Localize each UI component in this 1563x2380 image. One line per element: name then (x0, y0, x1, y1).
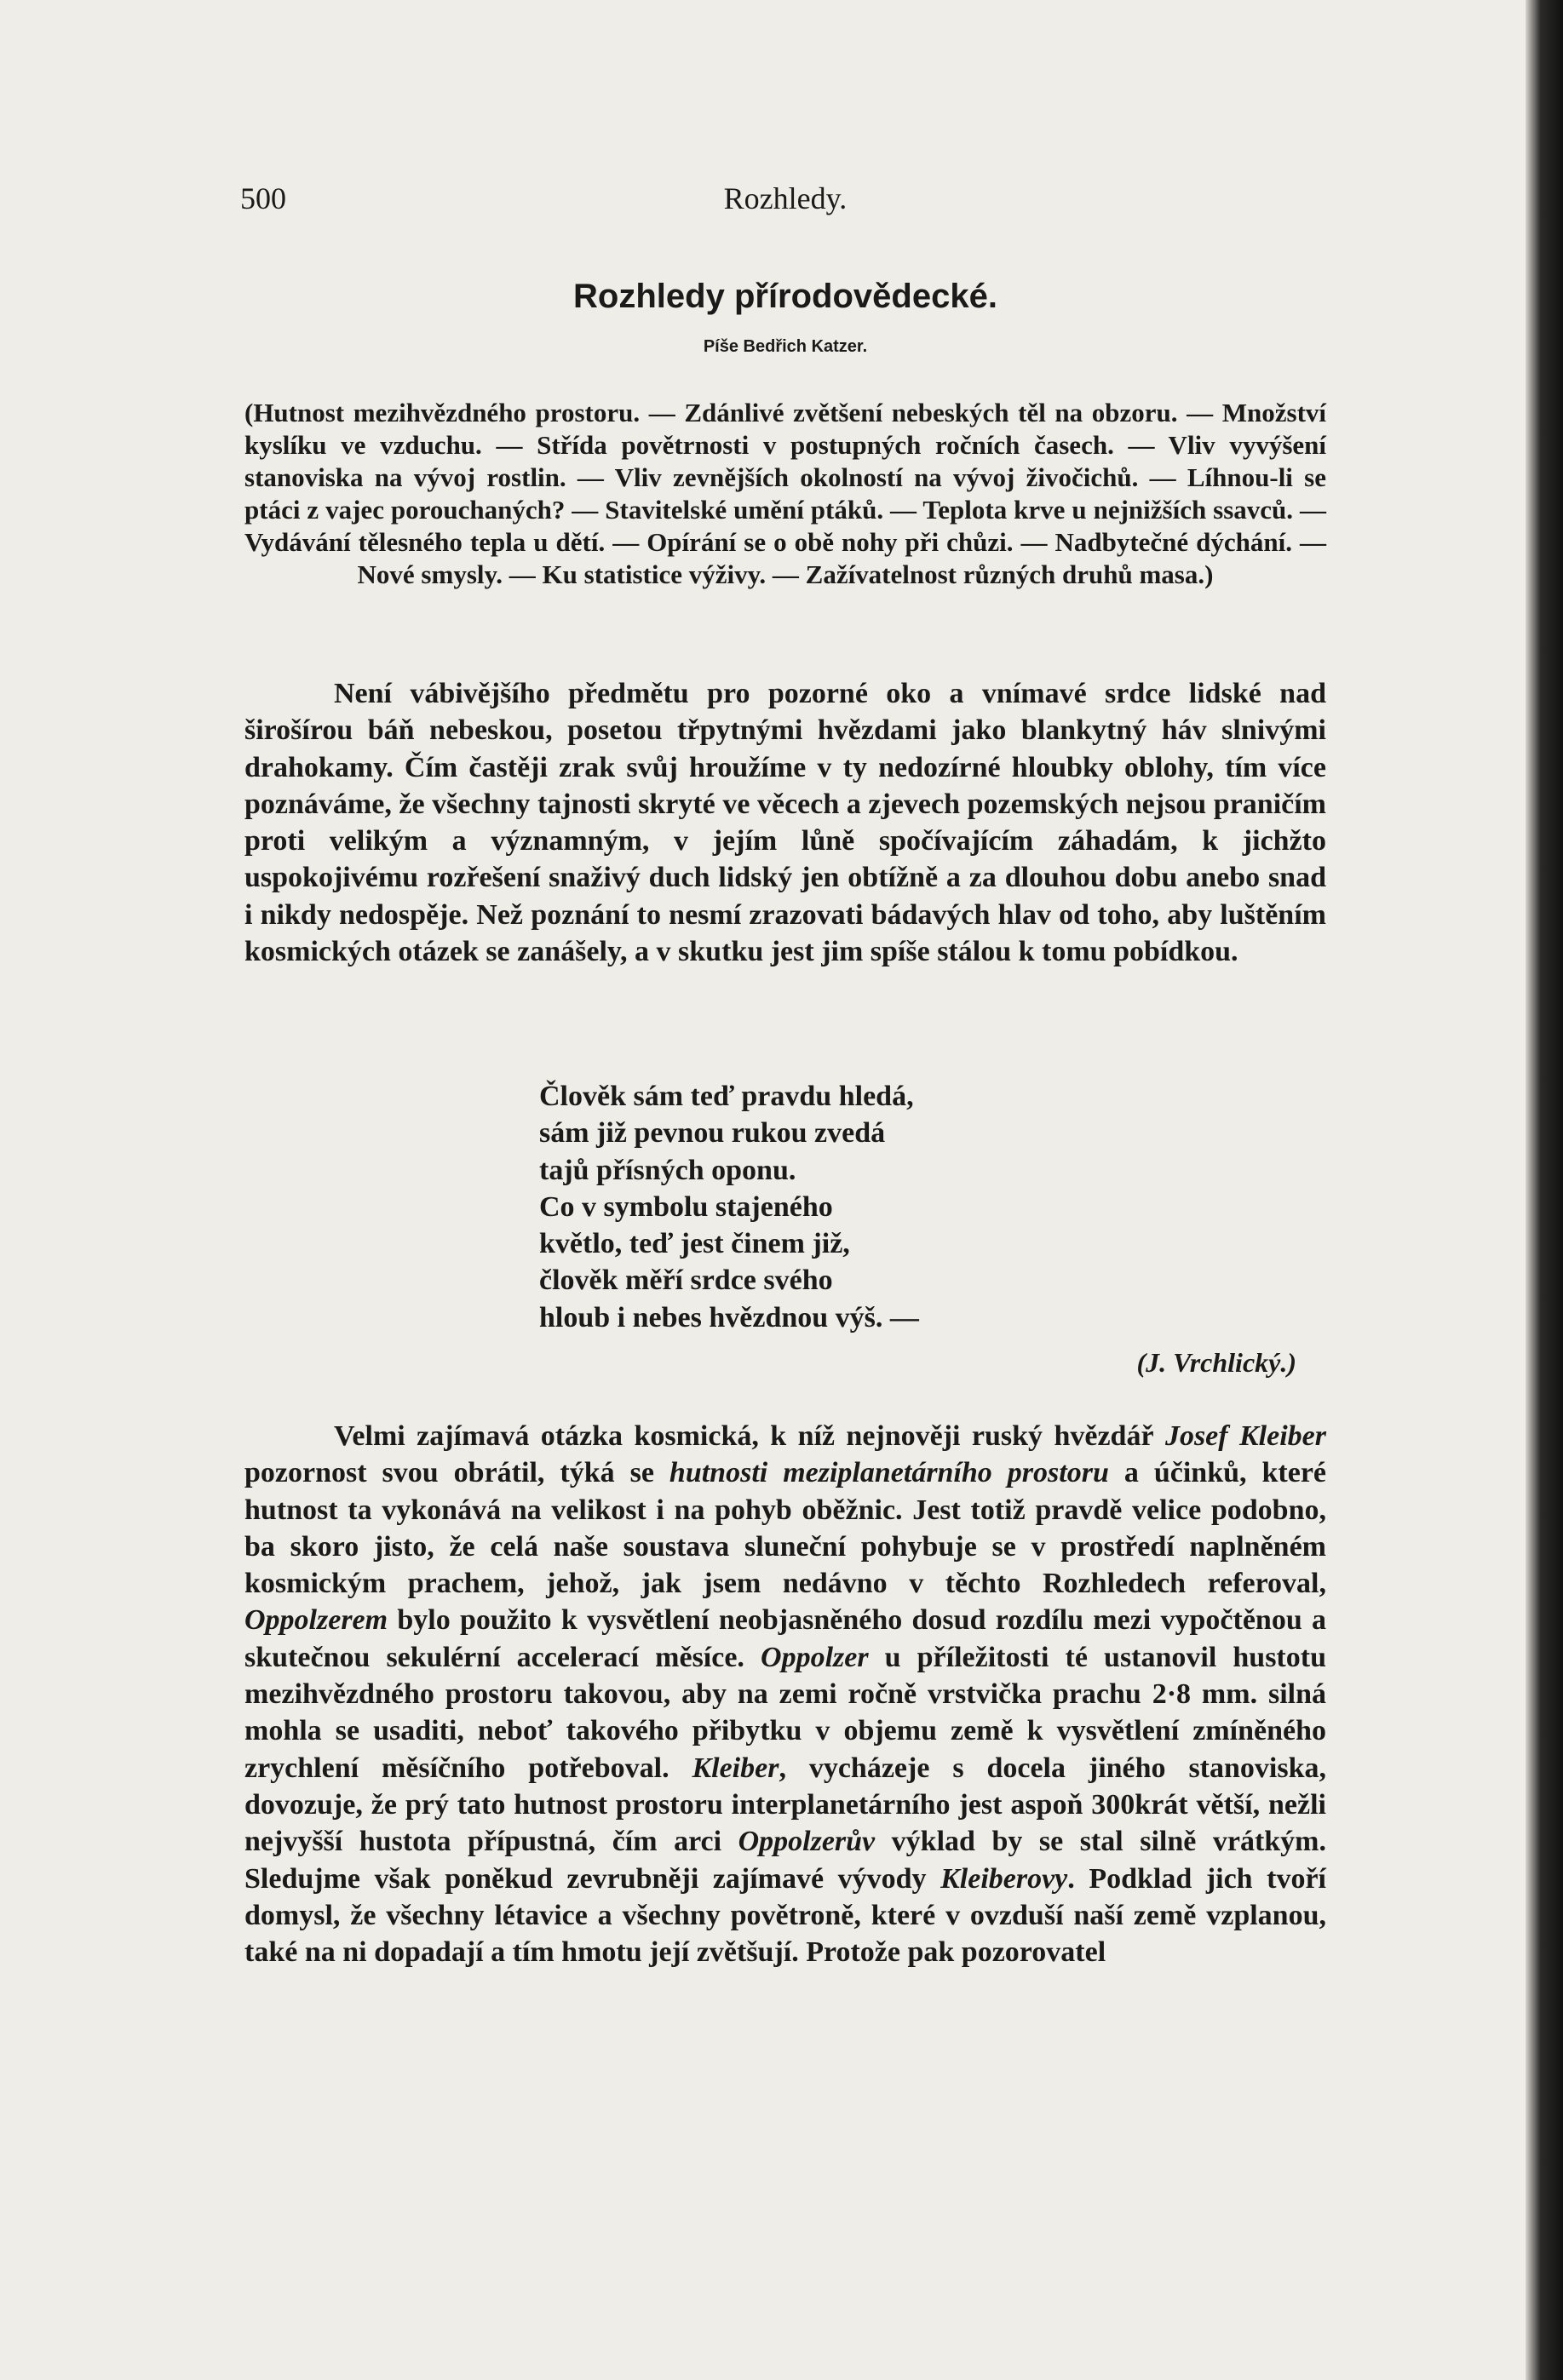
emphasis-name: Kleiberovy (940, 1862, 1068, 1895)
emphasis-name: Oppolzerův (738, 1826, 876, 1858)
poem (539, 1078, 1135, 1336)
scan-edge (1526, 0, 1563, 2380)
article-summary: (Hutnost mezihvězdného prostoru. — Zdánlivé zvětšení nebeských těl na obzoru. — Množství kyslíku ve vzduchu. — Střída povětrnosti v postupných ročních časech. — Vliv vyvýšení stanoviska na vývoj rostlin. — Vliv zevnějších okolností na vývoj živočichů. — Líhnou-li se ptáci z vajec porouchaných? — Stavitelské umění ptáků. — Teplota krve u nejnižších ssavců. — Vydávání tělesného tepla u dětí. — Opírání se o obě nohy při chůzi. — Nadbytečné dýchání. — Nové smysly. — Ku statistice výživy. — Zažívatelnost různých druhů masa.) (244, 398, 1326, 589)
article-byline: Píše Bedřich Katzer. (703, 337, 868, 356)
page-header (240, 181, 1330, 228)
emphasis-name: Oppolzerem (244, 1604, 388, 1637)
paragraph-2-text: bylo použito k vysvětlení neobjasněného dosud rozdílu mezi vypočtěnou a skutečnou sekulérní accelerací měsíce. (244, 1604, 1326, 1673)
paragraph-2-text: u příležitosti té ustanovil hustotu mezihvězdného prostoru takovou, aby na zemi ročně vrstvička prachu 2·8 mm. silná mohla se usaditi, neboť takového přibytku v objemu země k vysvětlení zmíněného zrychlení měsíčního potřeboval. (244, 1641, 1326, 1784)
poem-attribution: (J. Vrchlický.) (1136, 1347, 1296, 1378)
article-title: Rozhledy přírodovědecké. (573, 278, 997, 315)
paragraph-2-text: a účinků, které hutnost ta vykonává na velikost i na pohyb oběžnic. Jest totiž pravdě velice podobno, ba skoro jisto, že celá naše soustava sluneční pohybuje se v prostředí naplněném kosmickým prachem, jehož, jak jsem nedávno v těchto Rozhledech referoval, (244, 1457, 1327, 1600)
paragraph-2 (244, 1418, 1326, 1970)
emphasis-term: hutnosti meziplanetárního prostoru (669, 1457, 1109, 1489)
page-number: 500 (240, 181, 286, 215)
poem-line: člověk měří srdce svého (539, 1265, 833, 1297)
paragraph-2-text: . Podklad jich tvoří domysl, že všechny létavice a všechny povětroně, které v ovzduší naší země vzplanou, také na ni dopadají a tím hmotu její zvětšují. Protože pak pozorovatel (244, 1862, 1326, 1969)
poem-line: tajů přísných oponu. (539, 1154, 796, 1186)
paragraph-2-text: , vycházeje s docela jiného stanoviska, dovozuje, že prý tato hutnost prostoru interplanetárního jest aspoň 300krát větší, nežli nejvyšší hustota přípustná, čím arci (244, 1752, 1326, 1858)
poem-line: sám již pevnou rukou zvedá (539, 1117, 886, 1150)
poem-line: Co v symbolu stajeného (539, 1190, 833, 1223)
poem-line: květlo, teď jest činem již, (539, 1228, 850, 1260)
emphasis-name: Oppolzer (761, 1641, 869, 1673)
poem-line: hloub i nebes hvězdnou výš. — (539, 1301, 919, 1333)
paragraph-1: Není vábivějšího předmětu pro pozorné oko a vnímavé srdce lidské nad širošírou báň nebeskou, posetou třpytnými hvězdami jako blankytný háv slnivými drahokamy. Čím častěji zrak svůj hroužíme v ty nedozírné hloubky oblohy, tím více poznáváme, že všechny tajnosti skryté ve věcech a zjevech pozemských nejsou praničím proti velikým a významným, v jejím lůně spočívajícím záhadám, k jichžto uspokojivému rozřešení snaživý duch lidský jen obtížně a za dlouhou dobu anebo snad i nikdy nedospěje. Než poznání to nesmí zrazovati bádavých hlav od toho, aby luštěním kosmických otázek se zanášely, a v skutku jest jim spíše stálou k tomu pobídkou. (244, 678, 1326, 968)
running-head: Rozhledy. (723, 181, 848, 215)
poem-line: Člověk sám teď pravdu hledá, (539, 1081, 914, 1112)
paragraph-2-text: Velmi zajímavá otázka kosmická, k níž nejnověji ruský hvězdář (334, 1420, 1165, 1452)
emphasis-name: Kleiber (692, 1752, 779, 1784)
paragraph-2-text: pozornost svou obrátil, týká se (244, 1457, 669, 1489)
emphasis-name: Josef Kleiber (1164, 1420, 1326, 1452)
paragraph-2-text: výklad by se stal silně vrátkým. Sledujme však poněkud zevrubněji zajímavé vývody (244, 1826, 1326, 1895)
